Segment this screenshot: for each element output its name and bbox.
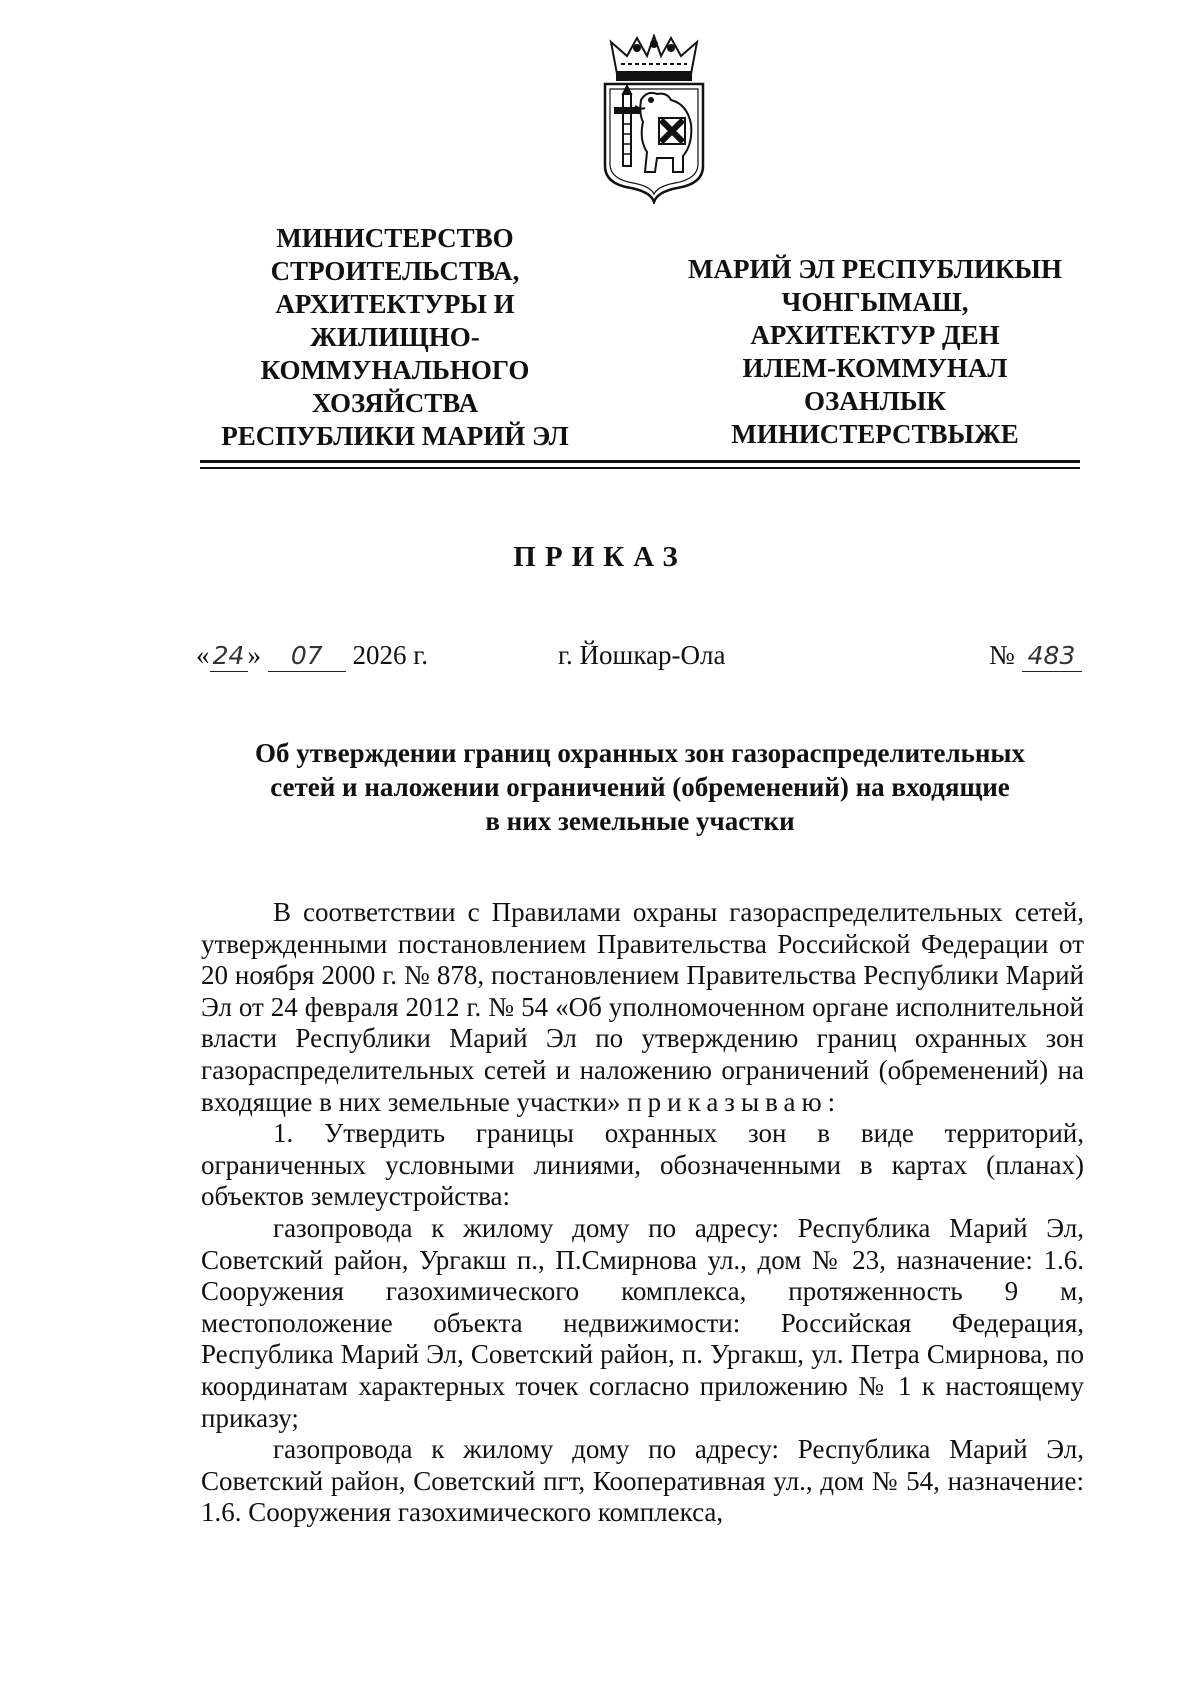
header-right-line: ЧОНГЫМАШ, [781,287,969,317]
date-quote-open: « [196,640,210,670]
header-left-line: ЖИЛИЩНО- [310,322,480,352]
document-type: ПРИКАЗ [513,541,687,573]
header-left-line: КОММУНАЛЬНОГО [260,355,530,385]
coat-of-arms-icon [597,34,711,204]
header-left-line: РЕСПУБЛИКИ МАРИЙ ЭЛ [221,421,569,451]
body-paragraph: газопровода к жилому дому по адресу: Республика Марий Эл, Советский район, Ургакш п., П.Смирнова ул., дом № 23, назначение: 1.6. Сооружения газохимического комплекса, протяженность 9 м, местоположение объекта недвижимости: Российская Федерация, Республика Марий Эл, Советский район, п. Ургакш, ул. Петра Смирнова, по координатам характерных точек согласно приложению № 1 к настоящему приказу; [201,1212,1084,1433]
title-line: Об утверждении границ охранных зон газораспределительных [254,738,1026,768]
header-left-line: МИНИСТЕРСТВО [276,223,514,253]
body-paragraph: газопровода к жилому дому по адресу: Республика Марий Эл, Советский район, Советский пгт, Кооперативная ул., дом № 54, назначение: 1.6. Сооружения газохимического комплекса, [201,1434,1084,1528]
order-date [196,638,428,672]
date-day: 24 [210,641,248,672]
preamble-text: В соответствии с Правилами охраны газораспределительных сетей, утвержденными постановлением Правительства Российской Федерации от 20 ноября 2000 г. № 878, постановлением Правительства Республики Марий Эл от 24 февраля 2012 г. № 54 «Об уполномоченном органе исполнительной власти Республики Марий Эл по утверждению границ охранных зон газораспределительных сетей и наложению ограничений (обременений) на входящие в них земельные участки» [201,897,1084,1117]
body-paragraph [201,897,1084,1118]
date-quote-close: » [247,640,261,670]
header-left-line: АРХИТЕКТУРЫ И [275,289,515,319]
header-right-line: ИЛЕМ-КОММУНАЛ [742,353,1008,383]
number-sign: № [989,640,1015,670]
ministry-name-russian [195,222,595,453]
body-paragraph: 1. Утвердить границы охранных зон в виде территорий, ограниченных условными линиями, обозначенными в картах (планах) объектов землеустройства: [201,1118,1084,1212]
header-right-line: ОЗАНЛЫК [804,386,946,416]
header-right-line: МИНИСТЕРСТВЫЖЕ [731,419,1019,449]
header-left-line: ХОЗЯЙСТВА [311,388,479,418]
header-left-line: СТРОИТЕЛЬСТВА, [270,256,520,286]
number-value: 483 [1022,641,1082,672]
date-month: 07 [268,641,346,672]
header-divider-thick [200,460,1080,463]
order-city: г. Йошкар-Ола [558,640,726,670]
order-verb: приказываю: [627,1086,842,1117]
order-number [989,638,1082,672]
header-divider-thin [200,467,1080,469]
order-title [200,736,1080,838]
order-body [201,897,1084,1529]
ministry-name-mari [660,253,1090,451]
date-year: 2026 г. [352,640,429,670]
header-right-line: МАРИЙ ЭЛ РЕСПУБЛИКЫН [688,254,1062,284]
title-line: в них земельные участки [485,806,795,836]
header-right-line: АРХИТЕКТУР ДЕН [750,320,1000,350]
title-line: сетей и наложении ограничений (обременений) на входящие [270,772,1010,802]
